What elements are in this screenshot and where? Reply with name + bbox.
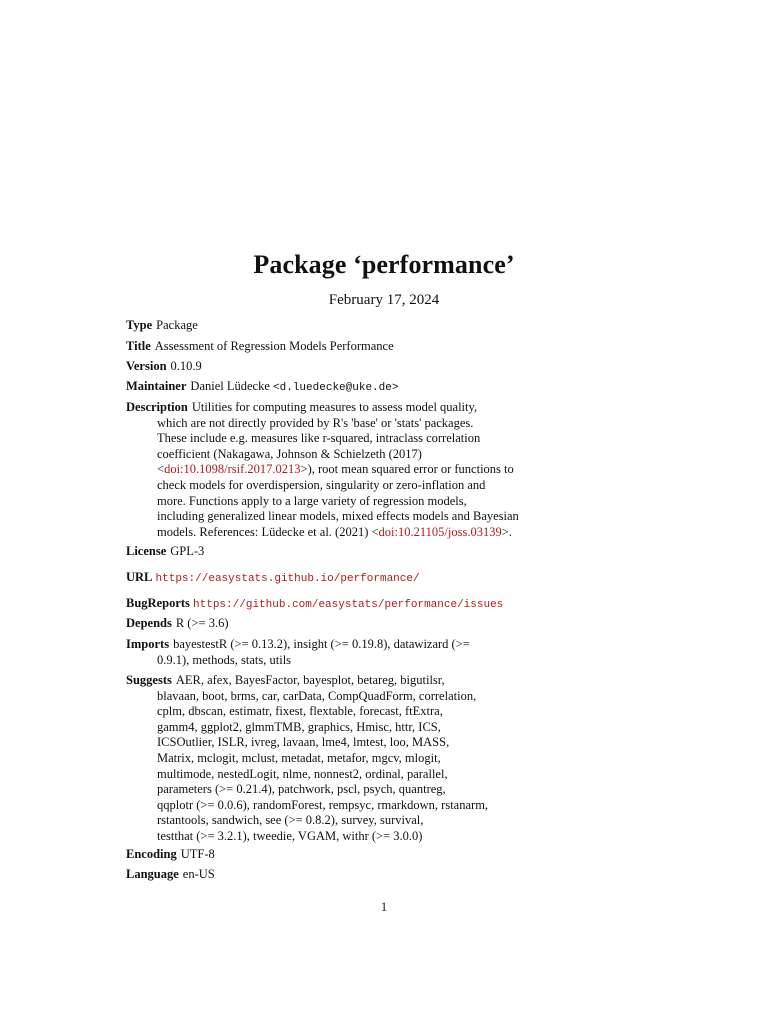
field-value: 0.10.9 xyxy=(170,359,202,373)
package-title: Package ‘performance’ xyxy=(253,250,515,279)
field-label: Suggests xyxy=(126,673,172,687)
doi-link[interactable]: doi:10.21105/joss.03139 xyxy=(378,524,502,539)
bugreports-link[interactable]: https://github.com/easystats/performance/issues xyxy=(193,599,504,611)
suggests-line: blavaan, boot, brms, car, carData, CompQuadForm, correlation, xyxy=(157,688,477,703)
field-value: Package xyxy=(156,318,198,332)
maintainer-email[interactable]: <d.luedecke@uke.de> xyxy=(273,382,399,394)
field-label: URL xyxy=(126,570,153,584)
field-value: UTF-8 xyxy=(180,847,215,861)
field-label: License xyxy=(126,544,167,558)
field-label: Type xyxy=(126,318,153,332)
description-line: check models for overdispersion, singularity or zero-inflation and xyxy=(157,477,486,492)
suggests-line: multimode, nestedLogit, nlme, nonnest2, ordinal, parallel, xyxy=(157,766,448,781)
field-value: Assessment of Regression Models Performance xyxy=(154,339,394,353)
field-label: Description xyxy=(126,400,188,414)
description-line: which are not directly provided by R's 'base' or 'stats' packages. xyxy=(157,415,474,430)
description-line: Utilities for computing measures to assess model quality, xyxy=(191,400,478,414)
field-license xyxy=(126,544,204,560)
field-label: Depends xyxy=(126,616,172,630)
suggests-line: AER, afex, BayesFactor, bayesplot, betareg, bigutilsr, xyxy=(175,673,445,687)
field-value: GPL-3 xyxy=(170,544,205,558)
suggests-line: parameters (>= 0.21.4), patchwork, pscl, psych, quantreg, xyxy=(157,782,446,797)
page-number: 1 xyxy=(380,900,388,914)
field-label: BugReports xyxy=(126,596,190,610)
field-title xyxy=(126,339,394,355)
suggests-line: Matrix, mclogit, mclust, metadat, metafor, mgcv, mlogit, xyxy=(157,750,441,765)
field-language xyxy=(126,867,215,883)
field-label: Version xyxy=(126,359,167,373)
suggests-line: gamm4, ggplot2, glmmTMB, graphics, Hmisc, httr, ICS, xyxy=(157,719,441,734)
description-line: These include e.g. measures like r-squared, intraclass correlation xyxy=(157,431,481,446)
description-line: more. Functions apply to a large variety of regression models, xyxy=(157,493,467,508)
suggests-line: ICSOutlier, ISLR, ivreg, lavaan, lme4, lmtest, loo, MASS, xyxy=(157,735,450,750)
field-value: en-US xyxy=(182,867,215,881)
imports-line: bayestestR (>= 0.13.2), insight (>= 0.19.8), datawizard (>= xyxy=(173,637,470,651)
suggests-line: qqplotr (>= 0.0.6), randomForest, rempsyc, rmarkdown, rstanarm, xyxy=(157,797,489,812)
description-line: <doi:10.1098/rsif.2017.0213>), root mean squared error or functions to xyxy=(157,462,514,477)
field-bugreports xyxy=(126,596,503,614)
field-label: Imports xyxy=(126,637,170,651)
url-link[interactable]: https://easystats.github.io/performance/ xyxy=(155,573,420,585)
field-maintainer xyxy=(126,379,398,397)
field-url xyxy=(126,570,420,588)
suggests-line: cplm, dbscan, estimatr, fixest, flextable, forecast, ftExtra, xyxy=(157,704,443,719)
publication-date: February 17, 2024 xyxy=(328,292,440,308)
field-label: Language xyxy=(126,867,179,881)
field-type xyxy=(126,318,198,334)
doi-link[interactable]: doi:10.1098/rsif.2017.0213 xyxy=(164,462,301,477)
field-description xyxy=(126,400,646,540)
suggests-line: testthat (>= 3.2.1), tweedie, VGAM, withr (>= 3.0.0) xyxy=(157,828,423,843)
field-suggests xyxy=(126,673,646,845)
description-line: models. References: Lüdecke et al. (2021) <doi:10.21105/joss.03139>. xyxy=(157,524,512,539)
description-line: including generalized linear models, mixed effects models and Bayesian xyxy=(157,509,519,524)
field-label: Title xyxy=(126,339,151,353)
field-depends xyxy=(126,616,228,632)
suggests-line: rstantools, sandwich, see (>= 0.8.2), survey, survival, xyxy=(157,813,424,828)
maintainer-name: Daniel Lüdecke xyxy=(190,379,270,393)
field-imports xyxy=(126,637,646,668)
field-value: R (>= 3.6) xyxy=(175,616,229,630)
field-label: Encoding xyxy=(126,847,177,861)
field-encoding xyxy=(126,847,215,863)
imports-line: 0.9.1), methods, stats, utils xyxy=(157,652,292,667)
field-version xyxy=(126,359,202,375)
description-line: coefficient (Nakagawa, Johnson & Schielzeth (2017) xyxy=(157,446,422,461)
field-label: Maintainer xyxy=(126,379,187,393)
